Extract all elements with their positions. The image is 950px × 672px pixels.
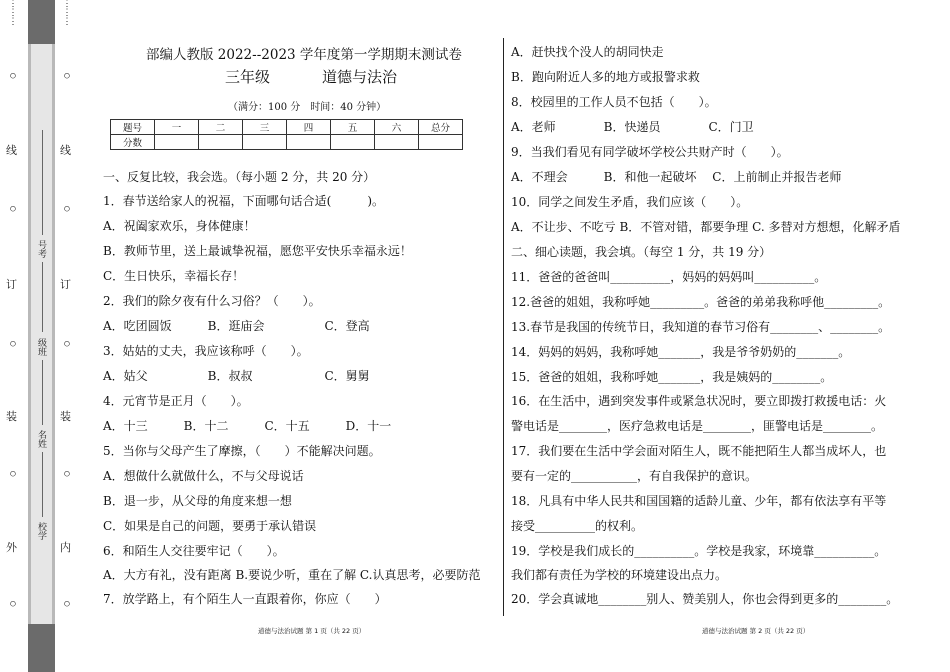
question-line: C．生日快乐，幸福长存！ [103, 269, 245, 283]
subject-label: 道德与法治 [322, 68, 398, 86]
score-cell[interactable] [419, 135, 463, 150]
question-line: 8．校园里的工作人员不包括（ ）。 [511, 95, 717, 109]
question-line: A．吃团圆饭 B．逛庙会 C．登高 [103, 319, 370, 333]
score-header-cell: 五 [331, 120, 375, 135]
field-xuexiao: 校学 [36, 522, 46, 540]
question-line: 警电话是________，医疗急救电话是________，匪警电话是________。 [511, 419, 884, 433]
question-line: A．大方有礼，没有距离 B.要说少听，重在了解 C.认真思考，必要防范 [103, 568, 481, 582]
question-line: 15．爸爸的姐姐，我称呼她_______，我是姨妈的________。 [511, 370, 833, 384]
question-line: 9．当我们看见有同学破坏学校公共财产时（ ）。 [511, 145, 789, 159]
question-line: A．不让步、不吃亏 B．不管对错，都要争理 C. 多替对方想想，化解矛盾 [511, 220, 901, 234]
binding-margin [0, 0, 82, 672]
question-line: 7．放学路上，有个陌生人一直跟着你，你应（ ） [103, 592, 387, 606]
binding-strip [28, 0, 55, 672]
question-line: B．退一步，从父母的角度来想一想 [103, 494, 292, 508]
score-cell[interactable] [155, 135, 199, 150]
question-line: B．教师节里，送上最诚挚祝福，愿您平安快乐幸福永远！ [103, 244, 412, 258]
question-line: 13.春节是我国的传统节日，我知道的春节习俗有________、________。 [511, 320, 891, 334]
page-divider [503, 38, 504, 616]
inner-label-xian: 线 [60, 144, 71, 157]
score-header-cell: 二 [199, 120, 243, 135]
score-header-cell: 三 [243, 120, 287, 135]
outer-label-ding: 订 [6, 278, 17, 291]
question-line: A．姑父 B．叔叔 C．舅舅 [103, 369, 370, 383]
question-line: 2．我们的除夕夜有什么习俗？（ ）。 [103, 294, 321, 308]
outer-label-wai: 外 [6, 541, 17, 554]
score-table-score-row [111, 135, 463, 150]
question-line: 要有一定的___________，有自我保护的意识。 [511, 469, 758, 483]
question-line: A．想做什么就做什么，不与父母说话 [103, 469, 304, 483]
question-line: A．不理会 B．和他一起破坏 C．上前制止并报告老师 [511, 170, 842, 184]
question-line: 10．同学之间发生矛盾，我们应该（ ）。 [511, 195, 749, 209]
question-line: A．祝阖家欢乐，身体健康！ [103, 219, 256, 233]
score-header-cell: 总分 [419, 120, 463, 135]
score-cell[interactable] [287, 135, 331, 150]
outer-label-xian: 线 [6, 144, 17, 157]
question-line: 5．当你与父母产生了摩擦，（ ）不能解决问题。 [103, 444, 381, 458]
inner-label-ding: 订 [60, 278, 71, 291]
inner-label-nei: 内 [60, 541, 71, 554]
question-line: 6．和陌生人交往要牢记（ ）。 [103, 544, 285, 558]
exam-title: 部编人教版 2022--2023 学年度第一学期期末测试卷 [146, 47, 462, 63]
score-cell[interactable] [243, 135, 287, 150]
question-line: 1．春节送给家人的祝福，下面哪句话合适( )。 [103, 194, 385, 208]
score-header-cell: 题号 [111, 120, 155, 135]
score-cell[interactable] [331, 135, 375, 150]
question-line: 我们都有责任为学校的环境建设出点力。 [511, 568, 728, 582]
question-line: 4．元宵节是正月（ ）。 [103, 394, 249, 408]
question-line: A．十三 B．十二 C．十五 D．十一 [103, 419, 392, 433]
section-heading: 一、反复比较，我会选。（每小题 2 分，共 20 分） [103, 170, 376, 184]
question-line: 17．我们要在生活中学会面对陌生人，既不能把陌生人都当成坏人，也 [511, 444, 887, 458]
field-kaohao: 号考 [36, 240, 46, 258]
grade-label: 三年级 [225, 68, 271, 86]
outer-label-zhuang: 装 [6, 410, 17, 423]
outer-cut-line: ⋮ ⋮ ⋮ ○ 线 ○ 订 ○ 装 ○ 外 ○ [6, 0, 18, 609]
score-table [110, 119, 463, 150]
exam-meta: （满分：100 分 时间：40 分钟） [228, 102, 387, 113]
score-header-cell: 六 [375, 120, 419, 135]
question-line: 接受__________的权利。 [511, 519, 644, 533]
field-xingming: 名姓 [36, 430, 46, 448]
question-line: 18．凡具有中华人民共和国国籍的适龄儿童、少年，都有依法享有平等 [511, 494, 887, 508]
footer-left: 道德与法治试题 第 1 页（共 22 页） [258, 627, 366, 635]
score-cell[interactable] [199, 135, 243, 150]
field-banji: 级班 [36, 338, 46, 356]
question-line: 20．学会真诚地________别人、赞美别人，你也会得到更多的________。 [511, 592, 899, 606]
question-line: C．如果是自己的问题，要勇于承认错误 [103, 519, 317, 533]
question-line: 19．学校是我们成长的__________。学校是我家，环境靠__________。 [511, 544, 887, 558]
inner-cut-line: ⋮ ⋮ ⋮ ○ 线 ○ 订 ○ 装 ○ 内 ○ [60, 0, 72, 609]
question-line: 11．爸爸的爸爸叫__________，妈妈的妈妈叫__________。 [511, 270, 827, 284]
question-line: 12.爸爸的姐姐，我称呼她_________。爸爸的弟弟我称呼他_________。 [511, 295, 891, 309]
section-heading: 二、细心读题，我会填。（每空 1 分，共 19 分） [511, 245, 772, 259]
score-header-cell: 一 [155, 120, 199, 135]
question-line: 14．妈妈的妈妈，我称呼她_______，我是爷爷奶奶的_______。 [511, 345, 851, 359]
question-line: 3．姑姑的丈夫，我应该称呼（ ）。 [103, 344, 309, 358]
question-line: B．跑向附近人多的地方或报警求救 [511, 70, 700, 84]
inner-label-zhuang: 装 [60, 410, 71, 423]
footer-right: 道德与法治试题 第 2 页（共 22 页） [702, 627, 810, 635]
score-cell[interactable] [375, 135, 419, 150]
score-row-label: 分数 [111, 135, 155, 150]
question-line: A．赶快找个没人的胡同快走 [511, 45, 664, 59]
question-line: 16．在生活中，遇到突发事件或紧急状况时，要立即拨打救援电话：火 [511, 394, 887, 408]
score-header-cell: 四 [287, 120, 331, 135]
question-line: A．老师 B．快递员 C．门卫 [511, 120, 754, 134]
score-table-header-row [111, 120, 463, 135]
